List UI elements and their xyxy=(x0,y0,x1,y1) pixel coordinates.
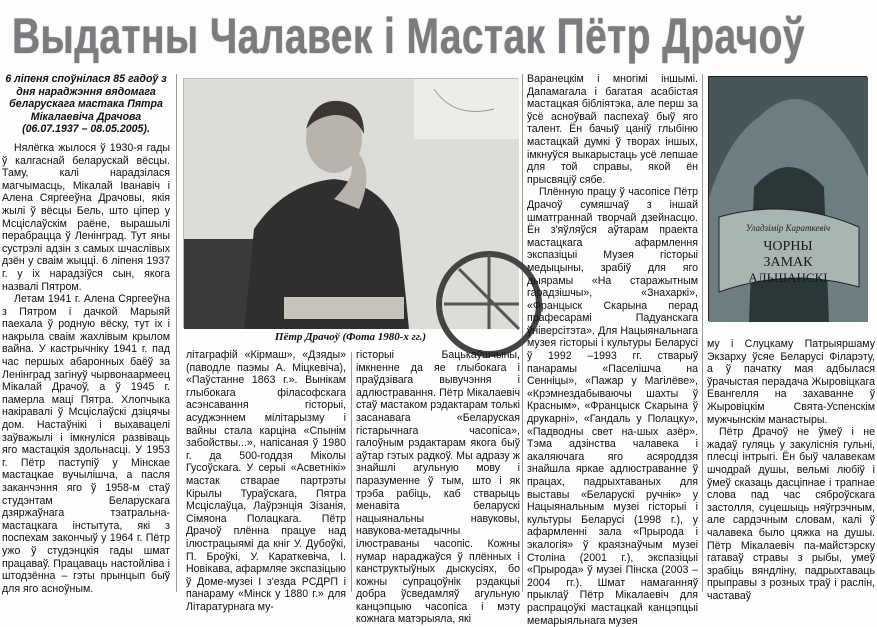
column-divider xyxy=(351,352,352,592)
article-paragraph: Нялёгка жылося ў 1930-я гады ў калгаснай беларускай вёсцы. Таму, калі нарадзілася магчымасць, Мікалай Іванавіч і Алена Сяргееўна Драчовы, якія жылі ў вёсцы Бель, што ціпер у Мсціслаўскім раёне, вырашылі перабрацца ў Ленінград. Тут яны сустрэлі адзін з самых шчаслівых дзён у сваім жыцці. 6 ліпеня 1937 г. у іх нарадзіўся сын, якога назвалі Пятром. xyxy=(2,141,170,293)
article-paragraph: Пётр Драчоў не ўмеў і не жадаў гуляць у закуліснія гульні, плесці інтрыгі. Ён быў чалавекам шчодрай душы, вельмі любіў і ўмеў сказаць дасціпнае і трапнае слова пад час сяброўскага застолля, суцешыць няўгрэчным, але сардэчным словам, калі ў чалавека было цяжка на душы. Пётр Мікалаевіч па-майстэрску гатаваў стравы з рыбы, умеў зрабіць вяндліну, падрыхтаваць прыправы з розных траў і раслін, частаваў xyxy=(707,426,875,602)
article-paragraph: му і Слуцкаму Патрыяршаму Экзарху ўсяе Беларусі Філарэту, а ў пачатку мая адбылася ўрачыстая перадача Жыровіцкага Евангелля на захаванне ў Жыровіцкім Свята-Успенскім мужчынскім манастыры. xyxy=(707,338,875,426)
book-author: Уладзімір Караткевіч xyxy=(745,223,831,233)
book-title-1: ЧОРНЫ xyxy=(763,239,813,254)
article-column-4 xyxy=(527,73,698,627)
book-cover-image xyxy=(708,76,867,321)
column-divider xyxy=(702,74,703,592)
portrait-illustration xyxy=(184,79,519,329)
article-column-5 xyxy=(707,338,875,602)
column-divider xyxy=(522,74,523,592)
article-paragraph: Плённую працу ў часопісе Пётр Драчоў сумяшчаў з іншай шматграннай творчай дзейнасцю. Ён з'яўляўся аўтарам праекта мастацкага афармлення экспазіцыі Музея гісторыі медыцыны, зрабіў для яго дыярамы «На старажытным гарадзішчы», «Знахаркі», «Францыск Скарына перад прафесарамі Падуанскага ўніверсітэта». Для Нацыянальнага музея гісторыі і культуры Беларусі ў 1992 –1993 гг. стварыў панарамы «Паселішча на Сенніцы», «Пажар у Магілёве», «Крэмнездабываючы шахты ў Красным», «Францыск Скарына ў друкарні», «Гандаль у Полацку», «Падводны свет на-шых азёр». Тэма адзінства чалавека і акаляючага яго асяроддзя знайшла яркае адлюстраванне ў працах, падрыхтаваных для выставы «Беларускі ручнік» у Нацыянальным музеі гісторыі і культуры Беларусі (1998 г.), у афармленні зала «Прырода і экалогія» ў краязнаўчым музеі Століна (2001 г.), экспазіцыі «Прырода» ў музеі Пінска (2003 – 2004 гг.). Шмат намаганняў прыклаў Пётр Мікалаевіч для распрацоўкі мастацкай канцэпцыі мемарыяльнага музея xyxy=(527,186,698,627)
book-title-2: ЗАМАК xyxy=(763,255,813,270)
photo-caption: Пётр Драчоў (Фота 1980-х гг.) xyxy=(274,331,427,343)
article-paragraph: гісторыі Бацькаўшчыны, імкненне да яе глыбокага і праўдзівага вывучэння і адлюстравання. Пётр Мікалаевіч стаў мастаком рэдактарам толькі засанавага «Беларуская гістарычнага часопіса», галоўным рэдактарам якога быў аўтар гэтых радкоў. Мы адразу ж знайшлі агульную мову і паразуменне ў тым, што і як трэба рабіць, каб стварыць менавіта беларускі нацыянальны навуковы, навукова-метадычны ілюстраваны часопіс. Кожны нумар нараджаўся ў плённых і канструктыўных дыскусіях, бо кожны супрацоўнік рэдакцыі добра ўсведамляў агульную канцэпцыю часопіса і мэту кожнага матэрыяла, які xyxy=(356,349,520,626)
article-headline: Выдатны Чалавек і Мастак Пётр Драчоў xyxy=(12,8,805,64)
column-divider xyxy=(176,74,177,592)
article-column-1 xyxy=(2,73,170,595)
article-paragraph: літаграфій «Кірмаш», «Дзяды» (паводле паэмы А. Міцкевіча), «Паўстанне 1863 г.». Вынікам глыбокага філасофскага асэнсавання гісторыі, асуджэннем мілітарызму і вайны стала карціна «Спынім забойствы...», напісаная ў 1980 г. да 500-годдзя Міколы Гусоўскага. У серыі «Асветнікі» мастак ствараe партрэты Кірылы Тураўскага, Пятра Мсціслаўца, Лаўрэнція Зізанія, Сімяона Полацкага. Пётр Драчоў плённа працуе над ілюстрацыямі да кніг У. Дубоўкі, П. Броўкі, У. Караткевіча, І. Новікава, афармляе экспазіцыю ў Доме-музеі І з'езда РСДРП і панараму «Мінск у 1880 г.» для Літаратурнага му- xyxy=(186,349,346,613)
article-column-2 xyxy=(186,349,346,613)
portrait-photo xyxy=(183,78,518,328)
book-title-3: АЛЬШАНСКІ xyxy=(748,270,828,285)
article-column-3 xyxy=(356,349,520,626)
article-paragraph: Летам 1941 г. Алена Сяргееўна з Пятром і дачкой Марыяй паехала ў родную вёску, тут іх і накрыла сваім жахлівым крылом вайна. У кастрычніку 1941 г. пад час першых абаронных баёў за Ленінград загінуў чырвонаармеец Мікалай Драчоў, а ў 1945 г. памерла маці Пятра. Хлопчыка накіравалі ў Мсціслаўскі дзіцячы дом. Настаўнікі і выхавацелі заўважылі і імкнуліся развіваць яго мастацкія здольнасці. У 1953 г. Пётр паступіў у Мінскае мастацкае вучылішча, а пасля заканчэння яго ў 1958-м стаў студэнтам Беларускага дзяржаўнага тэатральна-мастацкага інстытута, які з поспехам закончыў у 1964 г. Пётр ужо ў студэнцкія гады шмат працаваў. Працаваць настойліва і штодзённа – гэты прынцып быў для яго асноўным. xyxy=(2,293,170,595)
article-paragraph: Варанецкім і многімі іншымі. Дапамагала і багатая асабістая мастацкая бібліятэка, але перш за ўсё асноўвай паспехаў быў яго талент. Ён бачыў цаніў глыбіню мастацкай думкі ў творах іншых, імкнуўся выкарыстаць усё лепшае для той справы, якой ён прысвяціў сябе. xyxy=(527,73,698,186)
book-cover-art xyxy=(709,77,868,322)
article-lead: 6 ліпеня споўнілася 85 гадоў з дня нараджэння вядомага беларускага мастака Пятра Мікалаевіча Драчова (06.07.1937 – 08.05.2005). xyxy=(5,73,167,136)
